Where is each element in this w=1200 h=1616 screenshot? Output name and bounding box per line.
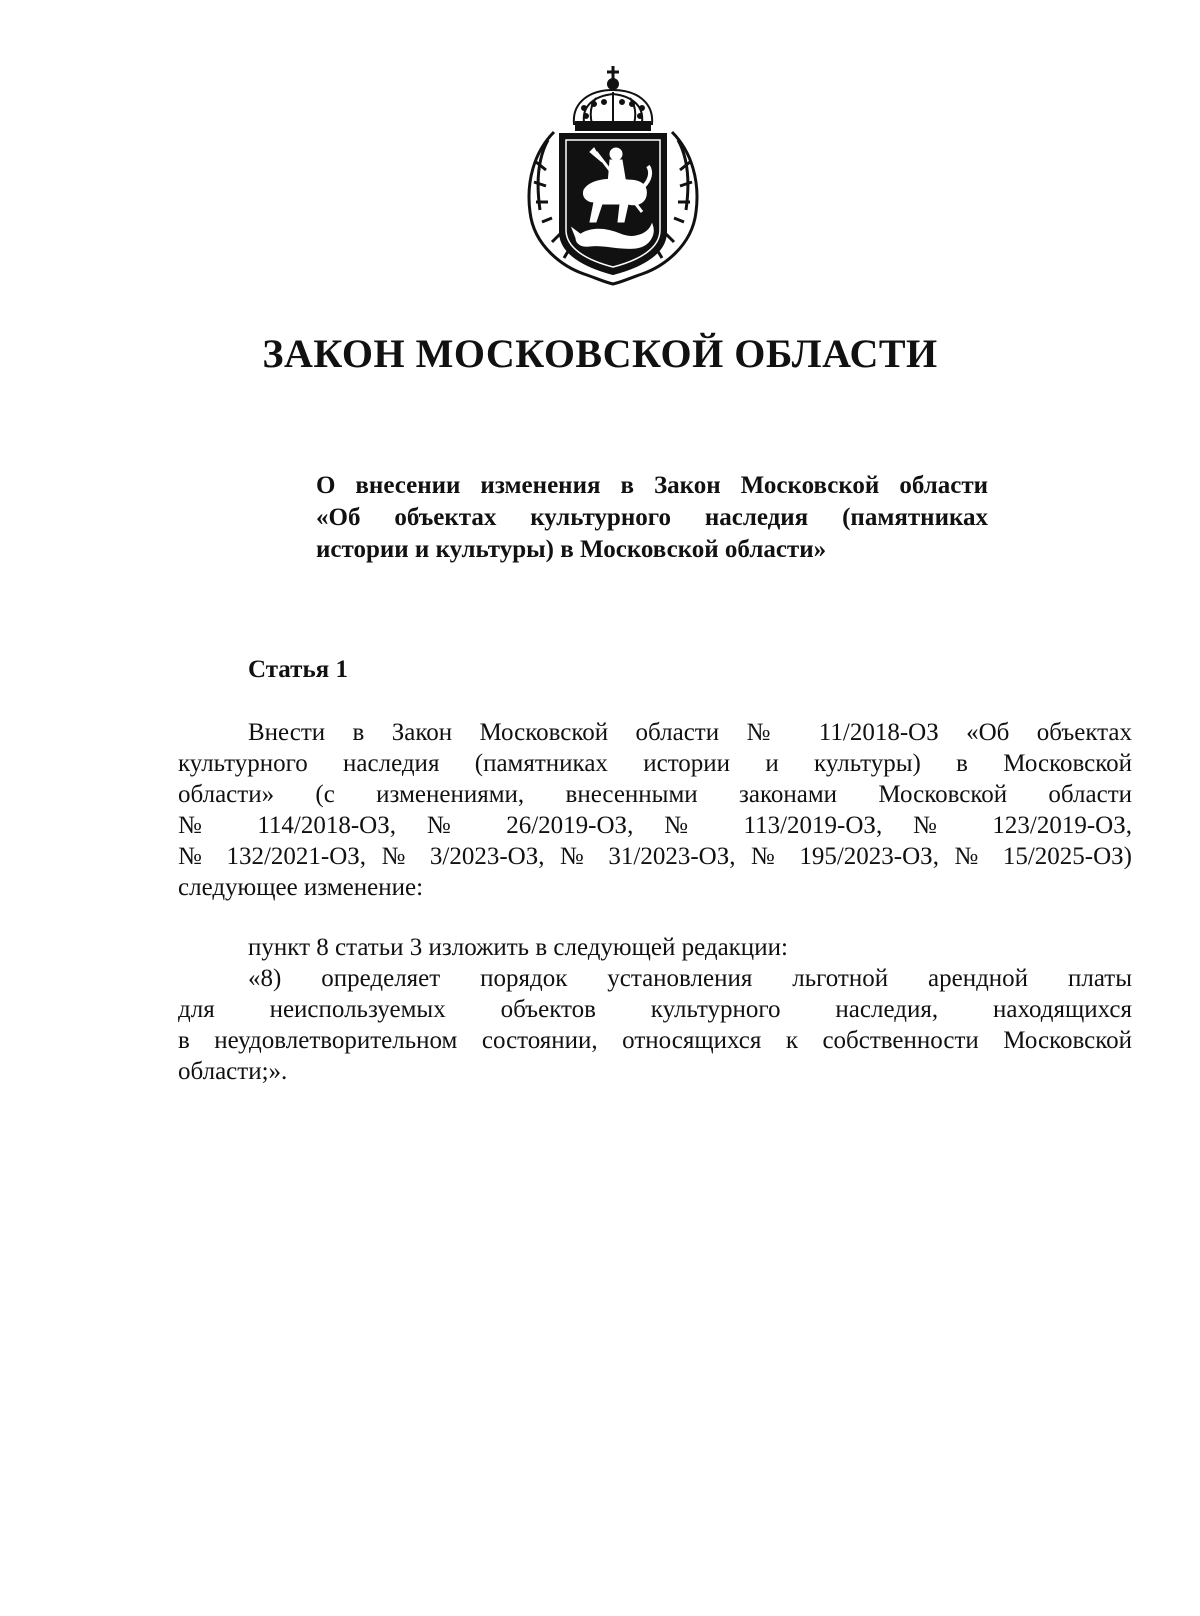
article-heading: Статья 1 <box>248 656 348 683</box>
moscow-oblast-coat-of-arms-emblem <box>524 62 702 286</box>
subject-line: «Об объектах культурного наследия (памятниках <box>316 504 988 531</box>
article-paragraph <box>178 717 1132 903</box>
paragraph-line: пункт 8 статьи 3 изложить в следующей редакции: <box>248 934 788 961</box>
subject-line: истории и культуры) в Московской области» <box>316 536 827 563</box>
paragraph-line: культурного наследия (памятниках истории и культуры) в Московской <box>178 750 1132 777</box>
paragraph-line: в неудовлетворительном состоянии, относящихся к собственности Московской <box>178 1027 1132 1054</box>
subject-line: О внесении изменения в Закон Московской области <box>316 472 988 499</box>
paragraph-line: следующее изменение: <box>178 874 424 901</box>
paragraph-line: Внести в Закон Московской области № 11/2018-ОЗ «Об объектах <box>248 719 1132 746</box>
paragraph-line: № 132/2021-ОЗ, № 3/2023-ОЗ, № 31/2023-ОЗ, № 195/2023-ОЗ, № 15/2025-ОЗ) <box>178 843 1132 870</box>
paragraph-line: области;». <box>178 1058 288 1085</box>
amendment-paragraph <box>178 932 1132 1087</box>
crown-icon <box>574 66 652 130</box>
law-title: ЗАКОН МОСКОВСКОЙ ОБЛАСТИ <box>262 331 938 376</box>
paragraph-line: № 114/2018-ОЗ, № 26/2019-ОЗ, № 113/2019-ОЗ, № 123/2019-ОЗ, <box>178 812 1132 839</box>
paragraph-line: для неиспользуемых объектов культурного наследия, находящихся <box>178 996 1132 1023</box>
paragraph-line: «8) определяет порядок установления льготной арендной платы <box>248 965 1132 992</box>
law-subject <box>316 470 988 566</box>
paragraph-line: области» (с изменениями, внесенными законами Московской области <box>178 781 1132 808</box>
